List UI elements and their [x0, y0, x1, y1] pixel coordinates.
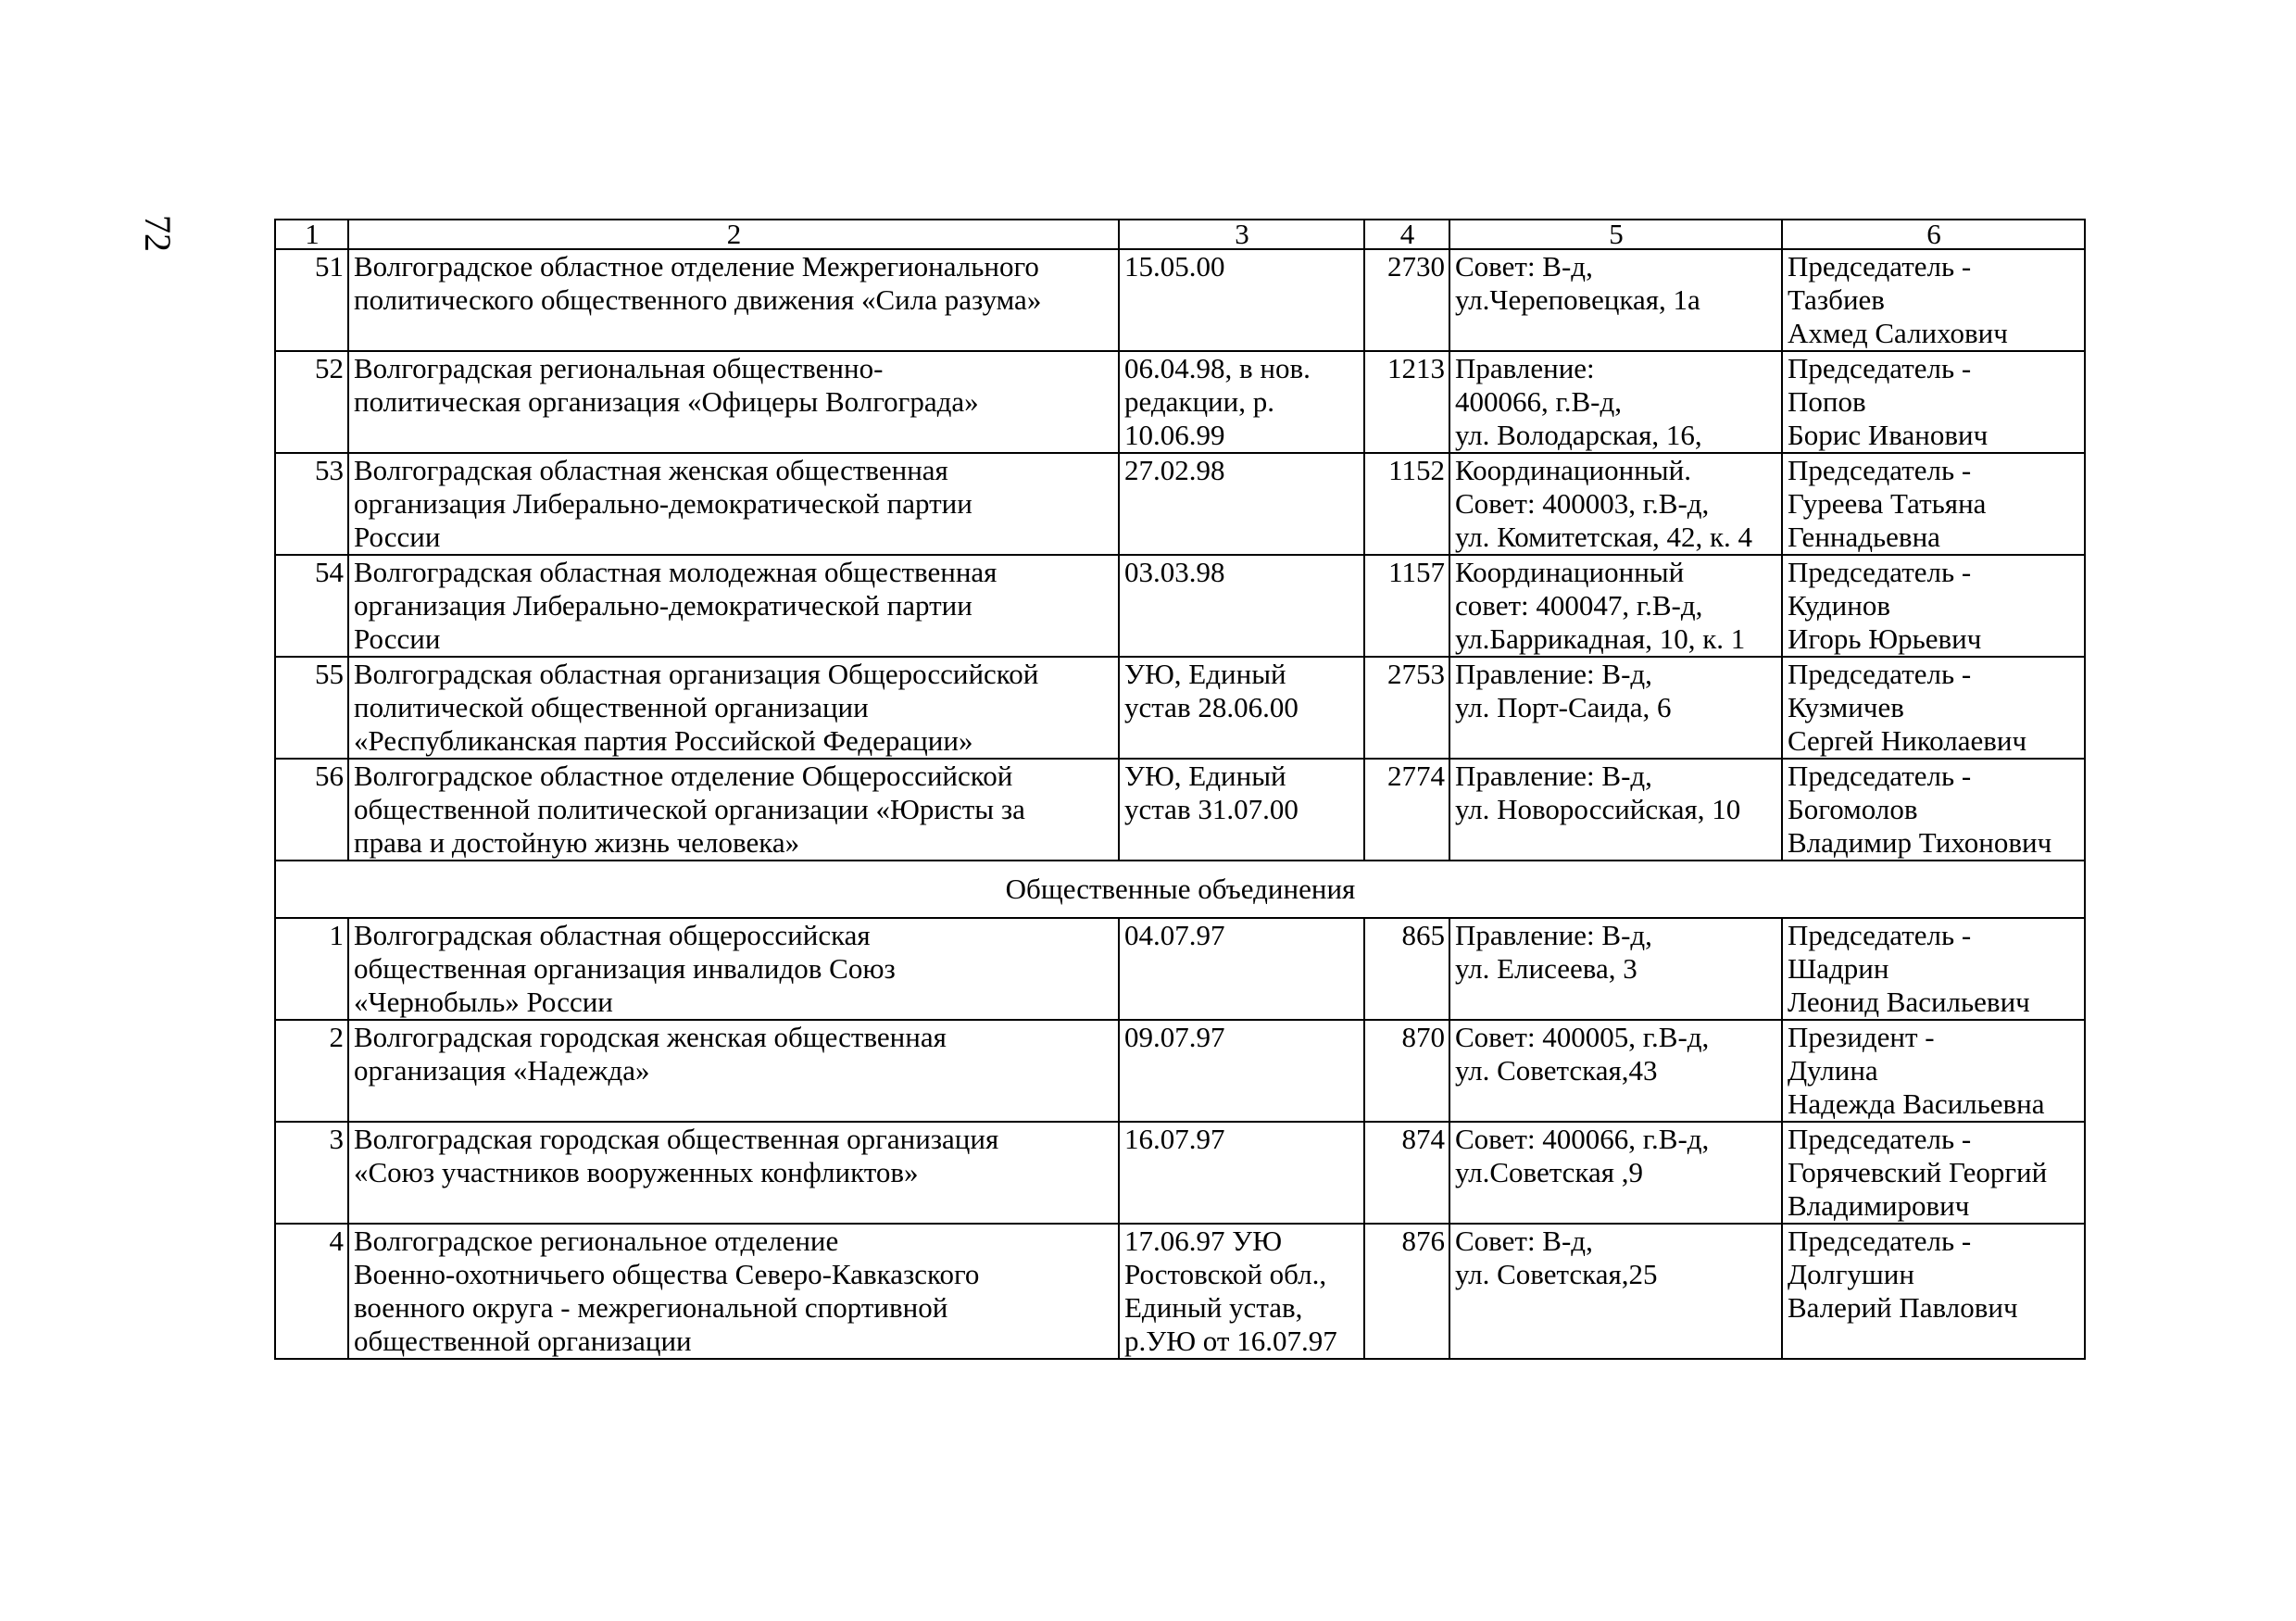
- column-number-header-row: [275, 220, 2085, 249]
- column-number-2: 2: [348, 220, 1119, 249]
- organization-name: Волгоградская областная организация Общероссийской политической общественной организации «Республиканская партия Российской Федерации»: [348, 657, 1119, 759]
- section-row: [275, 861, 2085, 918]
- organization-name: Волгоградское областное отделение Общероссийской общественной политической организации «Юристы за права и достойную жизнь человека»: [348, 759, 1119, 861]
- column-number-1: 1: [275, 220, 348, 249]
- row-number: 51: [275, 249, 348, 351]
- organizations-table: [274, 219, 2086, 1360]
- registration-date: 09.07.97: [1119, 1020, 1364, 1122]
- row-number: 56: [275, 759, 348, 861]
- table-row: [275, 1224, 2085, 1359]
- row-number: 55: [275, 657, 348, 759]
- registration-date: УЮ, Единый устав 28.06.00: [1119, 657, 1364, 759]
- row-number: 3: [275, 1122, 348, 1224]
- row-number: 4: [275, 1224, 348, 1359]
- column-number-5: 5: [1449, 220, 1782, 249]
- governing-body-address: Правление: В-д, ул. Елисеева, 3: [1449, 918, 1782, 1020]
- registration-number: 1152: [1364, 453, 1449, 555]
- row-number: 2: [275, 1020, 348, 1122]
- governing-body-address: Правление: В-д, ул. Порт-Саида, 6: [1449, 657, 1782, 759]
- registration-number: 2774: [1364, 759, 1449, 861]
- governing-body-address: Правление: 400066, г.В-д, ул. Володарская, 16,: [1449, 351, 1782, 453]
- registration-date: 15.05.00: [1119, 249, 1364, 351]
- governing-body-address: Совет: 400066, г.В-д, ул.Советская ,9: [1449, 1122, 1782, 1224]
- row-number: 54: [275, 555, 348, 657]
- registration-number: 876: [1364, 1224, 1449, 1359]
- organization-name: Волгоградская городская женская общественная организация «Надежда»: [348, 1020, 1119, 1122]
- organization-name: Волгоградская областная женская общественная организация Либерально-демократической партии России: [348, 453, 1119, 555]
- row-number: 52: [275, 351, 348, 453]
- table-row: [275, 759, 2085, 861]
- registration-number: 2753: [1364, 657, 1449, 759]
- organization-name: Волгоградская городская общественная организация «Союз участников вооруженных конфликтов»: [348, 1122, 1119, 1224]
- leader: Председатель - Горячевский Георгий Владимирович: [1782, 1122, 2085, 1224]
- page-number: 72: [137, 215, 179, 252]
- registration-date: 17.06.97 УЮ Ростовской обл., Единый устав, р.УЮ от 16.07.97: [1119, 1224, 1364, 1359]
- row-number: 53: [275, 453, 348, 555]
- registration-date: 04.07.97: [1119, 918, 1364, 1020]
- organization-name: Волгоградское областное отделение Межрегионального политического общественного движения «Сила разума»: [348, 249, 1119, 351]
- organization-name: Волгоградское региональное отделение Военно-охотничьего общества Северо-Кавказского военного округа - межрегиональной спортивной общественной организации: [348, 1224, 1119, 1359]
- leader: Председатель - Тазбиев Ахмед Салихович: [1782, 249, 2085, 351]
- governing-body-address: Совет: 400005, г.В-д, ул. Советская,43: [1449, 1020, 1782, 1122]
- row-number: 1: [275, 918, 348, 1020]
- table-row: [275, 453, 2085, 555]
- leader: Председатель - Гуреева Татьяна Геннадьевна: [1782, 453, 2085, 555]
- registration-number: 2730: [1364, 249, 1449, 351]
- table-row: [275, 1122, 2085, 1224]
- governing-body-address: Совет: В-д, ул.Череповецкая, 1а: [1449, 249, 1782, 351]
- column-number-3: 3: [1119, 220, 1364, 249]
- table-row: [275, 1020, 2085, 1122]
- registration-date: 06.04.98, в нов. редакции, р. 10.06.99: [1119, 351, 1364, 453]
- leader: Председатель - Попов Борис Иванович: [1782, 351, 2085, 453]
- governing-body-address: Правление: В-д, ул. Новороссийская, 10: [1449, 759, 1782, 861]
- governing-body-address: Координационный совет: 400047, г.В-д, ул.Баррикадная, 10, к. 1: [1449, 555, 1782, 657]
- leader: Председатель - Долгушин Валерий Павлович: [1782, 1224, 2085, 1359]
- registration-date: 27.02.98: [1119, 453, 1364, 555]
- registration-date: УЮ, Единый устав 31.07.00: [1119, 759, 1364, 861]
- registration-number: 1213: [1364, 351, 1449, 453]
- table-row: [275, 555, 2085, 657]
- governing-body-address: Совет: В-д, ул. Советская,25: [1449, 1224, 1782, 1359]
- governing-body-address: Координационный. Совет: 400003, г.В-д, ул. Комитетская, 42, к. 4: [1449, 453, 1782, 555]
- organization-name: Волгоградская областная общероссийская общественная организация инвалидов Союз «Чернобыль» России: [348, 918, 1119, 1020]
- registration-date: 16.07.97: [1119, 1122, 1364, 1224]
- registration-number: 865: [1364, 918, 1449, 1020]
- leader: Председатель - Кудинов Игорь Юрьевич: [1782, 555, 2085, 657]
- table-row: [275, 657, 2085, 759]
- section-title: Общественные объединения: [275, 861, 2085, 918]
- organization-name: Волгоградская региональная общественно- политическая организация «Офицеры Волгограда»: [348, 351, 1119, 453]
- organization-name: Волгоградская областная молодежная общественная организация Либерально-демократической партии России: [348, 555, 1119, 657]
- table-row: [275, 249, 2085, 351]
- leader: Председатель - Шадрин Леонид Васильевич: [1782, 918, 2085, 1020]
- registration-number: 1157: [1364, 555, 1449, 657]
- leader: Председатель - Богомолов Владимир Тихонович: [1782, 759, 2085, 861]
- column-number-6: 6: [1782, 220, 2085, 249]
- table-row: [275, 351, 2085, 453]
- table-row: [275, 918, 2085, 1020]
- registration-number: 874: [1364, 1122, 1449, 1224]
- registration-number: 870: [1364, 1020, 1449, 1122]
- leader: Председатель - Кузмичев Сергей Николаевич: [1782, 657, 2085, 759]
- column-number-4: 4: [1364, 220, 1449, 249]
- registration-date: 03.03.98: [1119, 555, 1364, 657]
- leader: Президент - Дулина Надежда Васильевна: [1782, 1020, 2085, 1122]
